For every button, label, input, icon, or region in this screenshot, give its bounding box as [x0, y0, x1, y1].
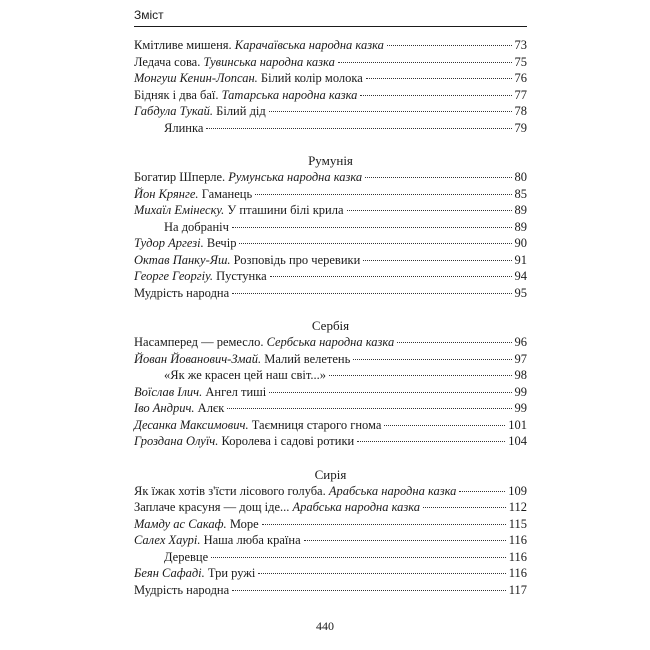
toc-entry-title [134, 235, 236, 252]
entry-title: Море [226, 516, 259, 531]
entry-author: Тудор Аргезі. [134, 236, 204, 250]
section-title: Сербія [311, 318, 350, 333]
entry-title: Ангел тиші [202, 384, 267, 399]
entry-page-number: 101 [508, 417, 527, 432]
toc-entry-title [134, 334, 394, 351]
toc-entry-title [134, 400, 224, 417]
entry-page-number: 94 [514, 269, 527, 283]
entry-author: Салех Хаурі. [134, 533, 201, 547]
toc-entry[interactable] [134, 367, 527, 384]
toc-entry-title [134, 384, 266, 401]
toc-section [134, 153, 527, 301]
toc-entry[interactable] [134, 351, 527, 368]
dot-leader [239, 243, 511, 244]
toc-entry-title [134, 565, 255, 582]
entry-title: Заплаче красуня — дощ іде... [134, 500, 293, 514]
entry-page-number: 89 [514, 203, 527, 217]
entry-page-number: 73 [514, 38, 527, 52]
entry-title: Білий колір молока [257, 71, 363, 85]
dot-leader [366, 78, 512, 79]
entry-page-number: 78 [514, 104, 527, 118]
header-rule [134, 26, 527, 27]
entry-title: Розповідь про черевики [230, 252, 361, 267]
entry-author: Георге Георгіу. [134, 269, 214, 283]
entry-title: Бідняк і два баї. [134, 87, 222, 102]
toc-entry[interactable] [134, 169, 527, 186]
entry-page-number: 117 [508, 582, 527, 597]
dot-leader [365, 177, 511, 178]
entry-title: Малий велетень [261, 351, 351, 366]
toc-entry-title [134, 202, 344, 219]
toc-entry-title [134, 483, 456, 500]
dot-leader [338, 62, 512, 63]
toc-entry-title [134, 285, 229, 302]
entry-title: У пташини білі крила [224, 203, 344, 217]
entry-page-number: 97 [514, 351, 527, 366]
toc-entry[interactable] [134, 516, 527, 533]
entry-author: Мамду ас Сакаф. [134, 516, 227, 531]
entry-title: Богатир Шперле. [134, 170, 229, 184]
toc-entry[interactable] [134, 202, 527, 219]
dot-leader [258, 573, 505, 574]
entry-author: Октав Панку-Яш. [134, 252, 231, 267]
toc-entry[interactable] [134, 384, 527, 401]
entry-author: Воїслав Ілич. [134, 384, 203, 399]
entry-author: Десанка Максимович. [134, 417, 249, 432]
entry-title: Мудрість народна [134, 582, 230, 597]
entry-page-number: 76 [514, 71, 527, 85]
entry-title: Кмітливе мишеня. [134, 38, 235, 52]
toc-entry-title [134, 417, 381, 434]
toc-entry-title [134, 516, 259, 533]
toc-entry[interactable] [134, 87, 527, 104]
entry-subtitle: Арабська народна казка [328, 483, 457, 498]
toc-entry-title [134, 549, 208, 566]
toc-entry[interactable] [134, 483, 527, 500]
section-title: Сирія [314, 466, 347, 482]
entry-page-number: 85 [514, 186, 527, 201]
entry-page-number: 115 [508, 516, 527, 531]
toc-entry-title [134, 499, 420, 516]
entry-title: Білий дід [213, 104, 266, 118]
running-header: Зміст [134, 8, 164, 22]
toc-entry-title [134, 252, 360, 269]
toc-entry-title [134, 351, 350, 368]
entry-page-number: 116 [508, 566, 527, 580]
entry-subtitle: Румунська народна казка [228, 170, 363, 184]
toc-entry-title [134, 169, 362, 186]
entry-subtitle: Тувинська народна казка [203, 54, 335, 69]
entry-author: Йон Крянге. [134, 186, 199, 201]
entry-page-number: 90 [514, 236, 527, 250]
dot-leader [363, 260, 511, 261]
toc-entry[interactable] [134, 235, 527, 252]
dot-leader [206, 128, 511, 129]
entry-title: Насамперед — ремесло. [134, 335, 267, 349]
entry-subtitle: Карачаївська народна казка [234, 38, 384, 52]
dot-leader [269, 111, 512, 112]
entry-author: Іво Андрич. [134, 401, 195, 415]
toc-entry[interactable] [134, 565, 527, 582]
entry-page-number: 99 [514, 384, 527, 399]
entry-page-number: 96 [514, 335, 527, 349]
entry-page-number: 75 [514, 54, 527, 69]
entry-title: Наша люба країна [200, 533, 301, 547]
entry-title: Вечір [203, 236, 237, 250]
entry-title: На добраніч [164, 219, 229, 234]
entry-page-number: 112 [508, 500, 527, 514]
toc-entry-title [134, 70, 363, 87]
entry-page-number: 77 [514, 87, 527, 102]
entry-page-number: 79 [514, 120, 527, 135]
entry-author: Беян Сафаді. [134, 566, 205, 580]
entry-author: Гроздана Олуїч. [134, 434, 219, 448]
toc-entry[interactable] [134, 549, 527, 566]
dot-leader [357, 441, 505, 442]
dot-leader [269, 392, 511, 393]
dot-leader [304, 540, 506, 541]
entry-title: Гаманець [198, 186, 253, 201]
toc-section [134, 318, 527, 450]
entry-subtitle: Арабська народна казка [292, 500, 421, 514]
section-title: Румунія [308, 153, 353, 168]
toc-entry[interactable] [134, 582, 527, 599]
entry-page-number: 116 [508, 549, 527, 564]
toc-entry-title [134, 582, 229, 599]
entry-page-number: 104 [508, 434, 527, 448]
entry-title: Королева і садові ротики [218, 434, 355, 448]
entry-subtitle: Татарська народна казка [221, 87, 358, 102]
entry-page-number: 80 [514, 170, 527, 184]
toc-entry-title [134, 186, 252, 203]
toc-entry[interactable] [134, 70, 527, 87]
toc-entry[interactable] [134, 219, 527, 236]
toc-entry[interactable] [134, 334, 527, 351]
entry-title: Ледача сова. [134, 54, 204, 69]
entry-author: Михаїл Емінеску. [134, 203, 225, 217]
dot-leader [262, 524, 506, 525]
dot-leader [387, 45, 512, 46]
entry-title: Деревце [164, 549, 209, 564]
dot-leader [270, 276, 512, 277]
dot-leader [384, 425, 505, 426]
entry-page-number: 89 [514, 219, 527, 234]
page-number: 440 [316, 619, 334, 633]
entry-title: Ялинка [164, 120, 204, 135]
toc-entry[interactable] [134, 54, 527, 71]
toc-entry[interactable] [134, 532, 527, 549]
entry-title: Як їжак хотів з'їсти лісового голуба. [134, 483, 329, 498]
entry-page-number: 95 [514, 285, 527, 300]
dot-leader [353, 359, 511, 360]
toc-entry-title [134, 37, 384, 54]
toc-entry-title [134, 268, 267, 285]
dot-leader [360, 95, 511, 96]
toc-entry[interactable] [134, 37, 527, 54]
entry-title: «Як же красен цей наш світ...» [164, 368, 326, 382]
toc-entry[interactable] [134, 252, 527, 269]
toc-entry[interactable] [134, 103, 527, 120]
entry-page-number: 99 [514, 401, 527, 415]
table-of-contents [134, 37, 527, 598]
toc-entry[interactable] [134, 285, 527, 302]
dot-leader [255, 194, 511, 195]
toc-section [134, 37, 527, 136]
toc-entry-title [134, 103, 266, 120]
toc-entry[interactable] [134, 120, 527, 137]
entry-author: Монгуш Кенин-Лопсан. [134, 71, 258, 85]
dot-leader [232, 293, 511, 294]
entry-subtitle: Сербська народна казка [266, 335, 395, 349]
toc-entry[interactable] [134, 268, 527, 285]
toc-entry[interactable] [134, 433, 527, 450]
dot-leader [232, 590, 506, 591]
toc-entry[interactable] [134, 186, 527, 203]
entry-title: Пустунка [213, 269, 267, 283]
entry-title: Три ружі [204, 566, 256, 580]
dot-leader [397, 342, 511, 343]
toc-entry-title [134, 532, 301, 549]
entry-title: Алєк [194, 401, 225, 415]
toc-entry-title [134, 87, 357, 104]
entry-page-number: 91 [514, 252, 527, 267]
dot-leader [459, 491, 505, 492]
dot-leader [329, 375, 512, 376]
entry-page-number: 116 [508, 533, 527, 547]
toc-section [134, 467, 527, 599]
entry-author: Габдула Тукай. [134, 104, 214, 118]
toc-entry-title [134, 219, 229, 236]
dot-leader [211, 557, 506, 558]
entry-page-number: 98 [514, 368, 527, 382]
entry-page-number: 109 [508, 483, 527, 498]
entry-author: Йован Йованович-Змай. [134, 351, 262, 366]
dot-leader [232, 227, 512, 228]
toc-entry[interactable] [134, 417, 527, 434]
dot-leader [347, 210, 512, 211]
entry-title: Мудрість народна [134, 285, 230, 300]
toc-entry-title [134, 367, 326, 384]
toc-entry-title [134, 54, 335, 71]
toc-entry-title [134, 433, 354, 450]
dot-leader [423, 507, 506, 508]
entry-title: Таємниця старого гнома [248, 417, 382, 432]
toc-entry-title [134, 120, 203, 137]
dot-leader [227, 408, 511, 409]
toc-entry[interactable] [134, 400, 527, 417]
toc-entry[interactable] [134, 499, 527, 516]
